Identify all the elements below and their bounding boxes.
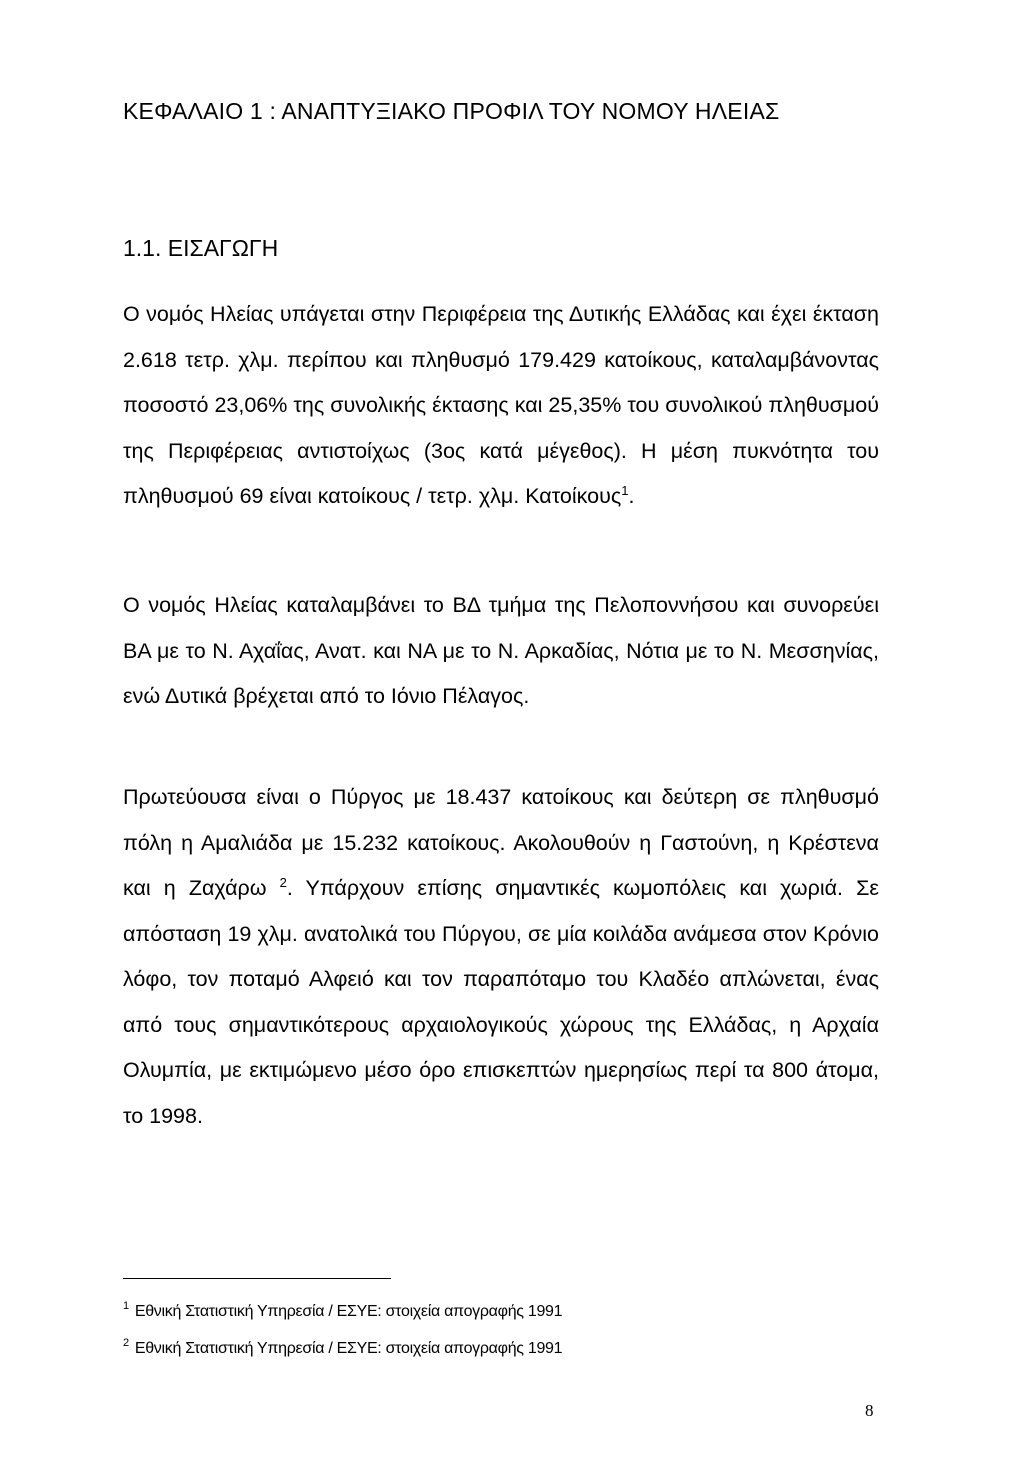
paragraph-text-continued: . Υπάρχουν επίσης σημαντικές κωμοπόλεις και χωριά. Σε απόσταση 19 χλμ. ανατολικά του Πύργου, σε μία κοιλάδα ανάμεσα στον Κρόνιο λόφο, τον ποταμό Αλφειό και τον παραπόταμο του Κλαδέο απλώνεται, ένας από τους σημαντικότερους αρχαιολογικούς χώρους της Ελλάδας, η Αρχαία Ολυμπία, με εκτιμώμενο μέσο όρο επισκεπτών ημερησίως περί τα 800 άτομα, το 1998. xyxy=(123,876,879,1128)
page-number: 8 xyxy=(865,1401,874,1420)
paragraph-text: Πρωτεύουσα είναι ο Πύργος με 18.437 κατοίκους και δεύτερη σε πληθυσμό πόλη η Αμαλιάδα με 15.232 κατοίκους. Ακολουθούν η Γαστούνη, η Κρέστενα και η Ζαχάρω xyxy=(123,785,879,900)
footnote-number: 1 xyxy=(123,1300,129,1312)
footnote-separator xyxy=(123,1278,391,1279)
footnote-text: Εθνική Στατιστική Υπηρεσία / ΕΣΥΕ: στοιχεία απογραφής 1991 xyxy=(134,1340,563,1357)
paragraph-borders xyxy=(123,583,879,720)
footnotes xyxy=(123,1293,562,1367)
chapter-title: ΚΕΦΑΛΑΙΟ 1 : ΑΝΑΠΤΥΞΙΑΚΟ ΠΡΟΦΙΛ ΤΟΥ ΝΟΜΟΥ ΗΛΕΙΑΣ xyxy=(123,98,780,124)
footnote-1 xyxy=(123,1293,562,1330)
paragraph-capital-olympia xyxy=(123,775,879,1139)
footnote-number: 2 xyxy=(123,1337,129,1349)
footnote-ref-2: 2 xyxy=(279,875,287,890)
section-heading: 1.1. ΕΙΣΑΓΩΓΗ xyxy=(123,235,279,261)
paragraph-tail: . xyxy=(628,484,635,508)
footnote-2 xyxy=(123,1330,562,1367)
paragraph-text: Ο νομός Ηλείας καταλαμβάνει το ΒΔ τμήμα της Πελοποννήσου και συνορεύει ΒΑ με το Ν. Αχαΐας, Ανατ. και ΝΑ με το Ν. Αρκαδίας, Νότια με το Ν. Μεσσηνίας, ενώ Δυτικά βρέχεται από το Ιόνιο Πέλαγος. xyxy=(123,593,879,708)
footnote-text: Εθνική Στατιστική Υπηρεσία / ΕΣΥΕ: στοιχεία απογραφής 1991 xyxy=(134,1303,563,1320)
footnote-ref-1: 1 xyxy=(621,483,629,498)
paragraph-area-population xyxy=(123,292,879,520)
paragraph-text: Ο νομός Ηλείας υπάγεται στην Περιφέρεια της Δυτικής Ελλάδας και έχει έκταση 2.618 τετρ. χλμ. περίπου και πληθυσμό 179.429 κατοίκους, καταλαμβάνοντας ποσοστό 23,06% της συνολικής έκτασης και 25,35% του συνολικού πληθυσμού της Περιφέρειας αντιστοίχως (3ος κατά μέγεθος). Η μέση πυκνότητα του πληθυσμού 69 είναι κατοίκους / τετρ. χλμ. Κατοίκους xyxy=(123,302,879,508)
